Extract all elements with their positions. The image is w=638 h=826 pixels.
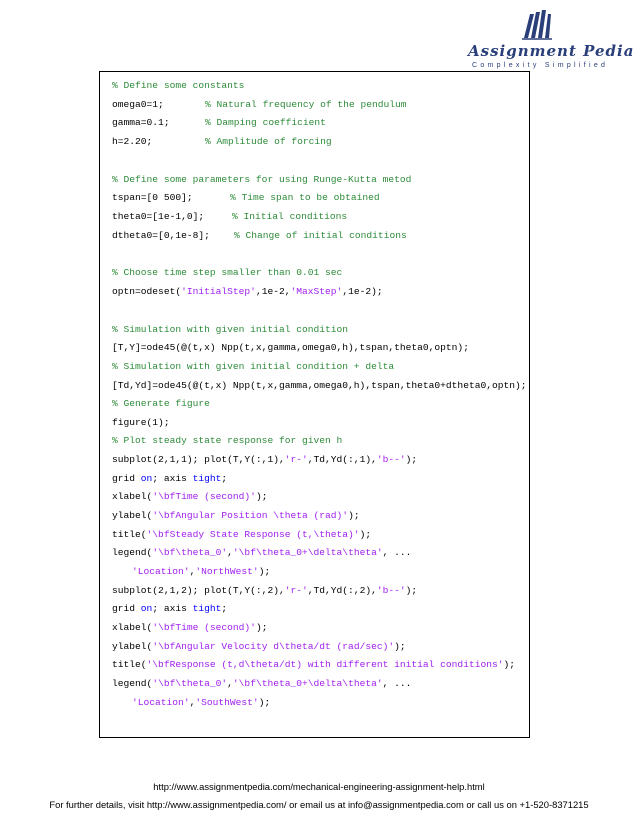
code-line: % Define some constants xyxy=(112,80,245,91)
code-line: grid on; axis tight; xyxy=(112,603,228,614)
code-line: gamma=0.1; % Damping coefficient xyxy=(112,117,326,128)
code-line: xlabel('\bfTime (second)'); xyxy=(112,491,268,502)
code-line: figure(1); xyxy=(112,417,170,428)
code-line: tspan=[0 500]; % Time span to be obtained xyxy=(112,192,380,203)
footer-url-link[interactable]: http://www.assignmentpedia.com/mechanical-engineering-assignment-help.html xyxy=(153,781,485,792)
code-line: % Define some parameters for using Runge-Kutta metod xyxy=(112,174,412,185)
code-line: xlabel('\bfTime (second)'); xyxy=(112,622,268,633)
code-line: grid on; axis tight; xyxy=(112,473,228,484)
logo-title: Assignment Pedia xyxy=(468,42,635,60)
code-line: title('\bfSteady State Response (t,\theta)'); xyxy=(112,529,372,540)
code-line: [T,Y]=ode45(@(t,x) Npp(t,x,gamma,omega0,h),tspan,theta0,optn); xyxy=(112,342,469,353)
code-line: legend('\bf\theta_0','\bf\theta_0+\delta\theta', ... xyxy=(112,547,412,558)
code-line: % Choose time step smaller than 0.01 sec xyxy=(112,267,343,278)
code-line: title('\bfResponse (t,d\theta/dt) with different initial conditions'); xyxy=(112,659,516,670)
code-line: ylabel('\bfAngular Position \theta (rad)'); xyxy=(112,510,360,521)
code-line: omega0=1; % Natural frequency of the pendulum xyxy=(112,99,407,110)
code-line: h=2.20; % Amplitude of forcing xyxy=(112,136,332,147)
code-line: optn=odeset('InitialStep',1e-2,'MaxStep',1e-2); xyxy=(112,286,383,297)
code-line: % Plot steady state response for given h xyxy=(112,435,343,446)
code-line: dtheta0=[0,1e-8]; % Change of initial conditions xyxy=(112,230,407,241)
code-line: % Simulation with given initial condition xyxy=(112,324,349,335)
footer-contact-text: For further details, visit http://www.assignmentpedia.com/ or email us at info@assignmentpedia.com or call us on +1-520-8371215 xyxy=(49,799,589,810)
logo-tagline: Complexity Simplified xyxy=(472,62,609,69)
code-line: [Td,Yd]=ode45(@(t,x) Npp(t,x,gamma,omega0,h),tspan,theta0+dtheta0,optn); xyxy=(112,380,527,391)
books-logo-icon xyxy=(520,8,554,40)
code-line: ylabel('\bfAngular Velocity d\theta/dt (rad/sec)'); xyxy=(112,641,406,652)
code-line: subplot(2,1,1); plot(T,Y(:,1),'r-',Td,Yd(:,1),'b--'); xyxy=(112,454,418,465)
assignmentpedia-logo xyxy=(458,8,635,69)
code-line: 'Location','SouthWest'); xyxy=(132,697,271,708)
code-line: theta0=[1e-1,0]; % Initial conditions xyxy=(112,211,348,222)
code-line: % Simulation with given initial condition + delta xyxy=(112,361,395,372)
code-line: 'Location','NorthWest'); xyxy=(132,566,271,577)
code-line: % Generate figure xyxy=(112,398,210,409)
code-line: legend('\bf\theta_0','\bf\theta_0+\delta\theta', ... xyxy=(112,678,412,689)
code-line: subplot(2,1,2); plot(T,Y(:,2),'r-',Td,Yd(:,2),'b--'); xyxy=(112,585,418,596)
